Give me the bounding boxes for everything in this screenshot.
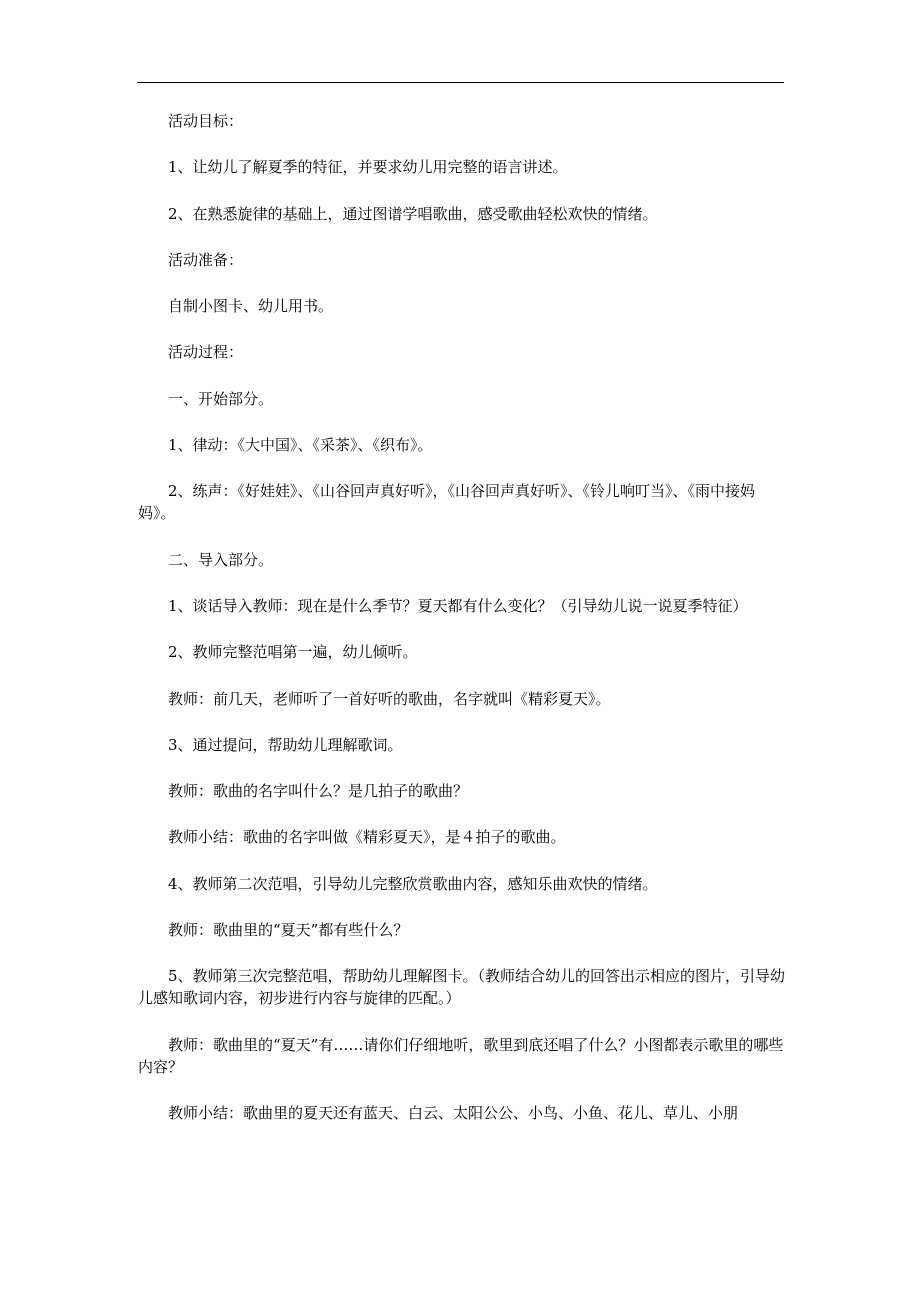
section-heading-goals: 活动目标： <box>168 112 244 130</box>
paragraph: 二、导入部分。 <box>168 550 274 569</box>
paragraph: 3、通过提问，帮助幼儿理解歌词。 <box>168 735 403 754</box>
paragraph: 教师小结：歌曲的名字叫做《精彩夏天》，是４拍子的歌曲。 <box>168 828 566 847</box>
paragraph: 一、开始部分。 <box>168 389 274 408</box>
paragraph: 教师：歌曲里的“夏天”都有些什么？ <box>168 921 409 940</box>
paragraph: 2、练声：《好娃娃》、《山谷回声真好听》，《山谷回声真好听》、《铃儿响叮当》、《雨中接妈妈》。 <box>138 482 756 523</box>
paragraph: 4、教师第二次范唱，引导幼儿完整欣赏歌曲内容，感知乐曲欢快的情绪。 <box>168 874 658 893</box>
header-rule <box>137 82 784 83</box>
paragraph: 教师：前几天，老师听了一首好听的歌曲，名字就叫《精彩夏天》。 <box>168 689 611 708</box>
document-body <box>138 110 790 1148</box>
paragraph: 2、在熟悉旋律的基础上，通过图谱学唱歌曲，感受歌曲轻松欢快的情绪。 <box>168 204 658 223</box>
section-heading-preparation: 活动准备： <box>168 250 244 269</box>
paragraph: 教师：歌曲里的“夏天”有……请你们仔细地听，歌里到底还唱了什么？小图都表示歌里的哪些内容？ <box>138 1035 784 1076</box>
paragraph: 5、教师第三次完整范唱，帮助幼儿理解图卡。（教师结合幼儿的回答出示相应的图片，引导幼儿感知歌词内容，初步进行内容与旋律的匹配。） <box>138 967 786 1008</box>
paragraph: 1、律动：《大中国》、《采茶》、《织布》。 <box>168 436 433 455</box>
paragraph: 自制小图卡、幼儿用书。 <box>168 297 334 316</box>
section-heading-process: 活动过程： <box>168 343 244 362</box>
paragraph: 1、谈话导入教师：现在是什么季节？夏天都有什么变化？（引导幼儿说一说夏季特征） <box>168 596 748 615</box>
paragraph: 教师小结：歌曲里的夏天还有蓝天、白云、太阳公公、小鸟、小鱼、花儿、草儿、小朋 <box>168 1103 739 1122</box>
paragraph: 教师：歌曲的名字叫什么？是几拍子的歌曲？ <box>168 782 469 801</box>
paragraph: 1、让幼儿了解夏季的特征，并要求幼儿用完整的语言讲述。 <box>168 158 568 177</box>
paragraph: 2、教师完整范唱第一遍，幼儿倾听。 <box>168 643 418 662</box>
